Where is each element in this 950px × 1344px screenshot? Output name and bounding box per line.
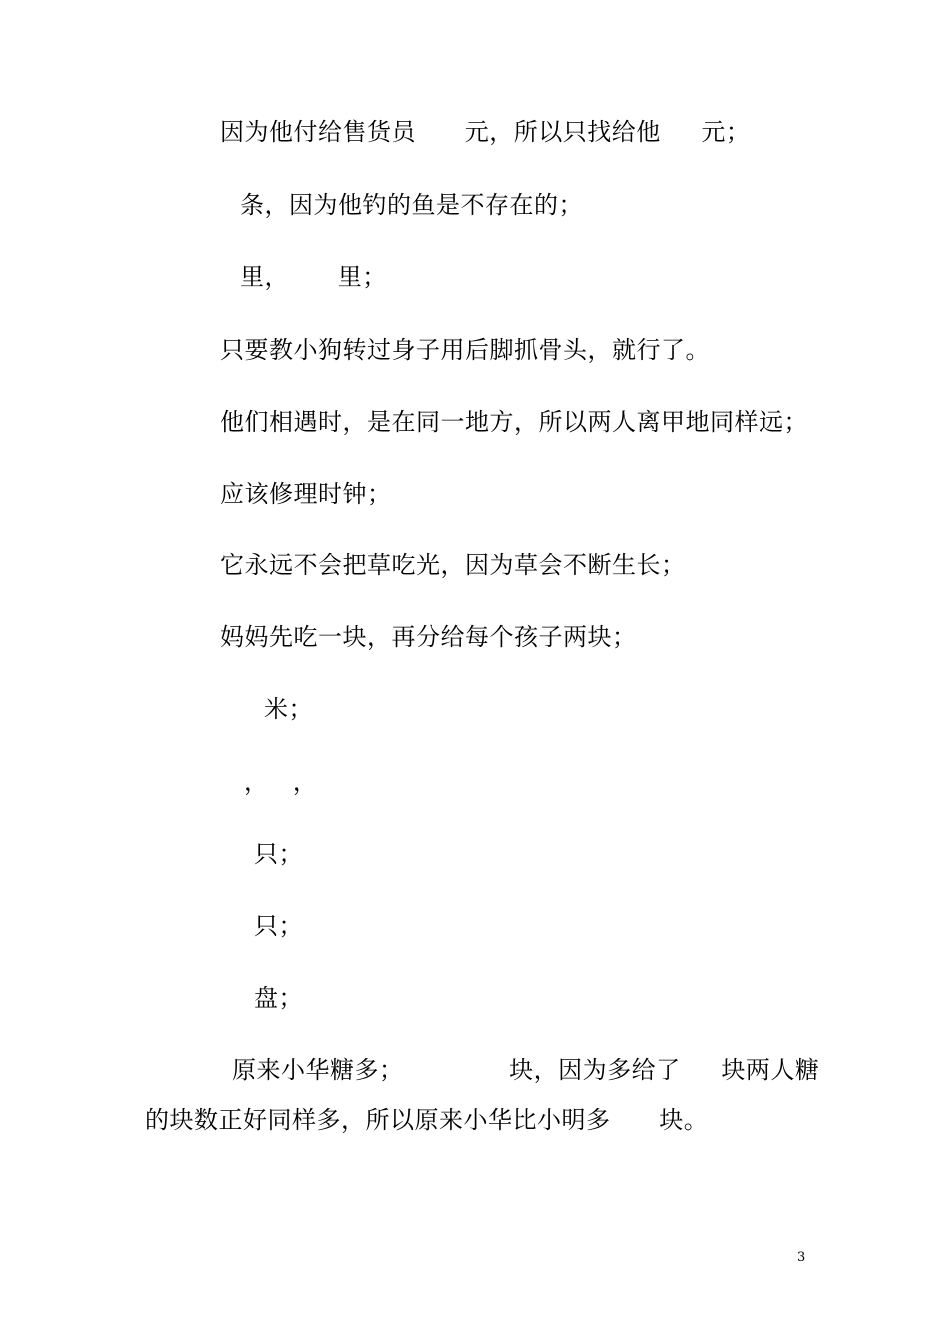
answer-line: 只； <box>254 840 303 868</box>
answer-line: 只要教小狗转过身子用后脚抓骨头，就行了。 <box>220 336 710 364</box>
answer-line: 应该修理时钟； <box>220 480 392 508</box>
answer-line: 里， 里； <box>240 263 387 291</box>
answer-line: 只； <box>254 912 303 940</box>
answer-line: 妈妈先吃一块，再分给每个孩子两块； <box>220 623 637 651</box>
answer-line: 他们相遇时，是在同一地方，所以两人离甲地同样远； <box>220 408 808 436</box>
answer-line: 米； <box>264 695 313 723</box>
answer-paragraph-line: 原来小华糖多； 块，因为多给了 块两人糖 <box>232 1056 820 1084</box>
page-number: 3 <box>797 1250 806 1265</box>
answer-line: 条，因为他钓的鱼是不存在的； <box>240 191 583 219</box>
answer-line: 它永远不会把草吃光，因为草会不断生长； <box>220 551 686 579</box>
answer-line: 因为他付给售货员 元，所以只找给他 元； <box>220 118 751 146</box>
answer-paragraph-line: 的块数正好同样多，所以原来小华比小明多 块。 <box>145 1106 709 1134</box>
answer-line: ， ， <box>244 768 318 796</box>
answer-line: 盘； <box>254 984 303 1012</box>
